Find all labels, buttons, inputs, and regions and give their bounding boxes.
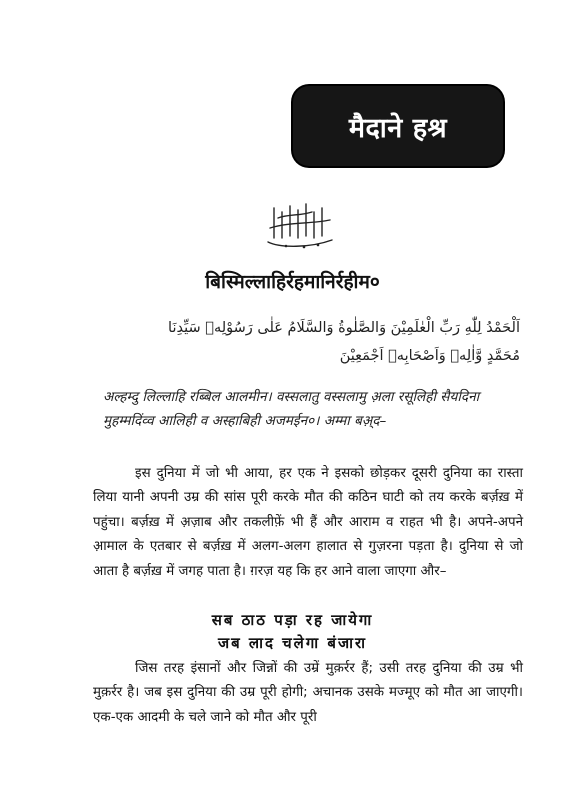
body-paragraph-1: इस दुनिया में जो भी आया, हर एक ने इसको छोड़कर दूसरी दुनिया का रास्ता लिया यानी अपनी उम्र की सांस पूरी करके मौत की कठिन घाटी को तय करके बर्ज़ख़ में पहुंचा। बर्ज़ख़ में अ़ज़ाब और तकलीफ़ें भी हैं और आराम व राहत भी है। अपने-अपने आ़माल के एतबार से बर्ज़ख़ में अलग-अलग हालात से गुज़रना पड़ता है। दुनिया से जो आता है बर्ज़ख़ में जगह पाता है। ग़रज़ यह कि हर आने वाला जाएगा और– bbox=[93, 466, 523, 579]
transliteration-paragraph: अल्हम्दु लिल्लाहि रब्बिल आलमीन। वस्सलातु वस्सलामु अ़ला रसूलिही सैयदिना मुहम्मदिंव्व आलिही व अस्हाबिही अजमईन०। अम्मा बअ़्द– bbox=[103, 389, 480, 429]
bismillah-calligraphy bbox=[260, 198, 340, 254]
arabic-line-1: اَلْحَمْدُ لِلّٰهِ رَبِّ الْعٰلَمِيْنَ وَالصَّلٰوةُ وَالسَّلَامُ عَلٰى رَسُوْلِهٖ سَيِّدِنَا bbox=[168, 320, 520, 336]
bismillah-transliteration: बिस्मिल्लाहिर्रहमानिर्रहीम० bbox=[205, 271, 380, 293]
arabic-line-2: مُحَمَّدٍ وَّاٰلِهٖ وَاَصْحَابِهٖ اَجْمَعِيْنَ bbox=[339, 348, 520, 364]
verse-line-1: सब ठाठ पड़ा रह जायेगा bbox=[211, 611, 374, 629]
body-paragraph-2: जिस तरह इंसानों और जिन्नों की उम्रें मुक़र्रर हैं; उसी तरह दुनिया की उम्र भी मुक़र्रर है। जब इस दुनिया की उम्र पूरी होगी; अचानक उसके मज्मूए को मौत आ जाएगी। एक-एक आदमी के चले जाने को मौत और पूरी bbox=[93, 661, 523, 725]
verse-line-2: जब लाद चलेगा बंजारा bbox=[217, 634, 367, 652]
chapter-title: मैदाने हश्र bbox=[348, 112, 448, 144]
chapter-title-box bbox=[293, 86, 503, 166]
